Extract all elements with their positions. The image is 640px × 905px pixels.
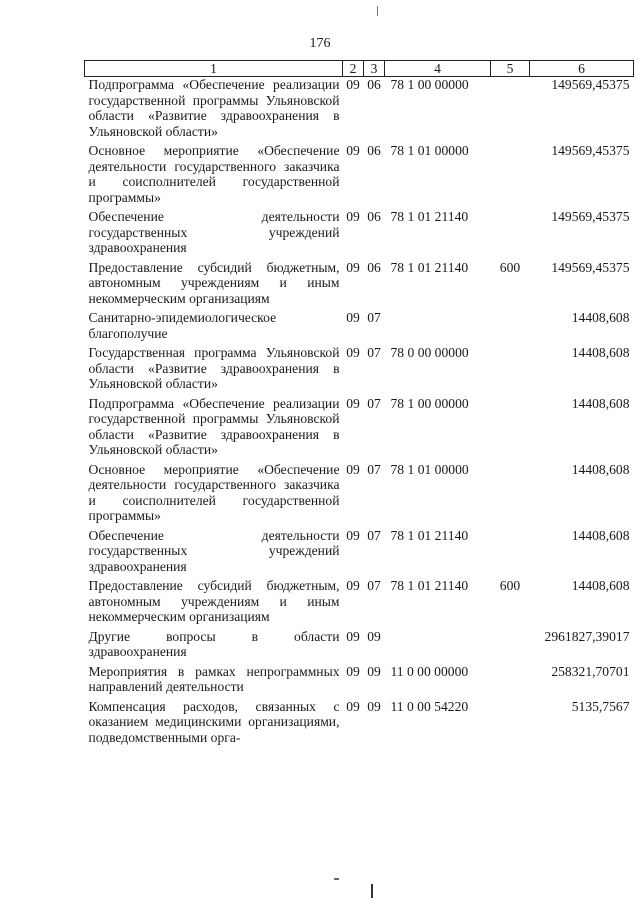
row-amount: 149569,45375 xyxy=(551,259,630,275)
row-amount: 14408,608 xyxy=(571,395,630,411)
table-row xyxy=(85,528,634,579)
table-row xyxy=(85,699,634,750)
row-amount: 14408,608 xyxy=(571,345,630,360)
row-name: Предоставление субсидий бюджетным, автономным учреждениям и иным некоммерческим организациям xyxy=(88,259,340,306)
row-section: 09 xyxy=(346,527,360,543)
row-amount: 149569,45375 xyxy=(551,77,630,92)
row-expense-type xyxy=(491,396,530,462)
row-section: 09 xyxy=(346,77,360,92)
row-section: 09 xyxy=(346,578,360,593)
row-target-code: 78 0 00 00000 xyxy=(390,345,469,360)
row-name: Мероприятия в рамках непрограммных направлений деятельности xyxy=(88,663,340,694)
table-row xyxy=(85,629,634,664)
table-row xyxy=(85,578,634,629)
table-row xyxy=(85,462,634,528)
row-target-code: 78 1 01 21140 xyxy=(390,259,469,275)
row-amount: 149569,45375 xyxy=(551,143,630,158)
column-header-5: 5 xyxy=(491,61,530,77)
row-expense-type xyxy=(491,699,530,750)
row-expense-type xyxy=(491,310,530,345)
table-row xyxy=(85,664,634,699)
column-header-2: 2 xyxy=(343,61,364,77)
row-name: Подпрограмма «Обеспечение реализации государственной программы Ульяновской области «Развитие здравоохранения в Ульяновской области» xyxy=(88,395,340,457)
row-name: Основное мероприятие «Обеспечение деятельности государственного заказчика и соисполнителей государственной программы» xyxy=(88,461,340,523)
row-target-code: 78 1 01 21140 xyxy=(390,578,469,593)
row-expense-type xyxy=(491,77,530,144)
row-section: 09 xyxy=(346,461,360,477)
row-subsection: 06 xyxy=(367,209,381,224)
table-row xyxy=(85,260,634,311)
row-amount: 2961827,39017 xyxy=(544,628,630,644)
page-number: 176 xyxy=(309,36,331,51)
row-name: Санитарно-эпидемиологическое благополучие xyxy=(88,310,277,341)
row-name: Основное мероприятие «Обеспечение деятельности государственного заказчика и соисполнителей государственной программы» xyxy=(88,143,340,205)
row-target-code: 78 1 01 00000 xyxy=(390,461,469,477)
row-section: 09 xyxy=(346,628,360,644)
row-section: 09 xyxy=(346,698,360,714)
row-expense-type: 600 xyxy=(499,259,521,275)
row-target-code: 78 1 01 00000 xyxy=(390,143,469,158)
row-subsection: 06 xyxy=(367,259,381,275)
column-header-4: 4 xyxy=(385,61,491,77)
scan-mark-dot xyxy=(334,878,339,880)
row-amount: 149569,45375 xyxy=(551,209,630,224)
row-expense-type xyxy=(491,664,530,699)
row-name: Обеспечение деятельности государственных учреждений здравоохранения xyxy=(88,209,340,255)
row-amount: 14408,608 xyxy=(571,461,630,477)
scan-mark-bottom xyxy=(371,884,373,898)
row-subsection: 07 xyxy=(367,345,381,360)
table-row xyxy=(85,345,634,396)
budget-table xyxy=(84,60,634,749)
row-name: Компенсация расходов, связанных с оказанием медицинскими организациями, подведомственными орга- xyxy=(88,698,340,745)
row-section: 09 xyxy=(346,143,360,158)
row-name: Подпрограмма «Обеспечение реализации государственной программы Ульяновской области «Развитие здравоохранения в Ульяновской области» xyxy=(88,77,340,139)
row-expense-type: 600 xyxy=(499,578,521,593)
row-section: 09 xyxy=(346,663,360,679)
row-section: 09 xyxy=(346,345,360,360)
row-amount: 14408,608 xyxy=(571,310,630,325)
table-row xyxy=(85,77,634,144)
row-name: Обеспечение деятельности государственных учреждений здравоохранения xyxy=(88,527,340,574)
row-expense-type xyxy=(491,143,530,209)
table-row xyxy=(85,310,634,345)
row-amount: 5135,7567 xyxy=(571,698,630,714)
row-subsection: 06 xyxy=(367,77,381,92)
row-name: Другие вопросы в области здравоохранения xyxy=(88,628,340,659)
row-expense-type xyxy=(491,528,530,579)
row-expense-type xyxy=(491,629,530,664)
row-target-code: 78 1 01 21140 xyxy=(390,527,469,543)
row-target-code: 78 1 00 00000 xyxy=(390,77,469,92)
table-row xyxy=(85,209,634,260)
row-subsection: 09 xyxy=(367,698,381,714)
row-target-code: 78 1 01 21140 xyxy=(390,209,469,224)
row-subsection: 07 xyxy=(367,461,381,477)
row-expense-type xyxy=(491,462,530,528)
row-subsection: 09 xyxy=(367,663,381,679)
column-header-3: 3 xyxy=(364,61,385,77)
row-name: Государственная программа Ульяновской области «Развитие здравоохранения в Ульяновской области» xyxy=(88,345,340,391)
row-subsection: 06 xyxy=(367,143,381,158)
row-subsection: 09 xyxy=(367,628,381,644)
row-section: 09 xyxy=(346,310,360,325)
row-target-code xyxy=(385,310,491,345)
row-section: 09 xyxy=(346,209,360,224)
scan-mark-top xyxy=(377,6,378,16)
table-row xyxy=(85,143,634,209)
row-expense-type xyxy=(491,209,530,260)
row-amount: 258321,70701 xyxy=(551,663,630,679)
row-subsection: 07 xyxy=(367,527,381,543)
row-subsection: 07 xyxy=(367,578,381,593)
row-section: 09 xyxy=(346,259,360,275)
row-name: Предоставление субсидий бюджетным, автономным учреждениям и иным некоммерческим организациям xyxy=(88,578,340,624)
table-row xyxy=(85,396,634,462)
row-expense-type xyxy=(491,345,530,396)
row-amount: 14408,608 xyxy=(571,578,630,593)
row-target-code: 11 0 00 54220 xyxy=(390,698,469,714)
row-target-code xyxy=(385,629,491,664)
row-amount: 14408,608 xyxy=(571,527,630,543)
row-subsection: 07 xyxy=(367,310,381,325)
row-target-code: 78 1 00 00000 xyxy=(390,395,469,411)
row-target-code: 11 0 00 00000 xyxy=(390,663,469,679)
row-section: 09 xyxy=(346,395,360,411)
column-header-1: 1 xyxy=(85,61,343,77)
table-header-row xyxy=(85,61,634,77)
row-subsection: 07 xyxy=(367,395,381,411)
column-header-6: 6 xyxy=(530,61,634,77)
